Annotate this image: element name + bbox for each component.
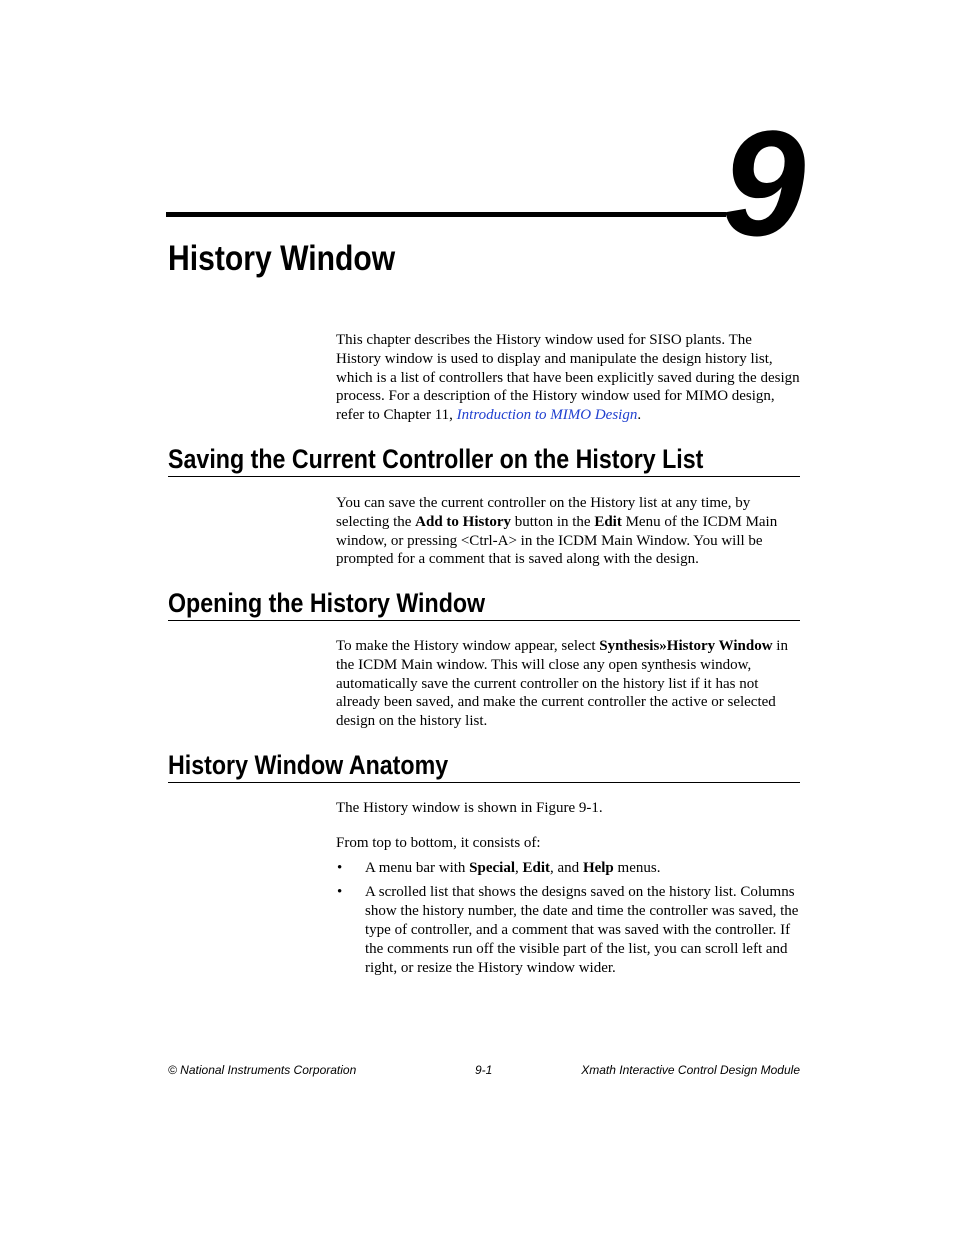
intro-paragraph (336, 331, 800, 425)
add-to-history-term: Add to History (415, 513, 511, 530)
text-run: , and (550, 859, 583, 876)
anatomy-block (336, 799, 800, 983)
footer-copyright: © National Instruments Corporation (168, 1063, 357, 1077)
text-run: You can save the current controller on the History list at any time, by selecting the (336, 495, 751, 530)
chapter-rule (166, 212, 726, 217)
intro-end: . (637, 407, 642, 424)
text-run: menus. (613, 859, 661, 876)
special-menu-term: Special (469, 859, 515, 876)
section-heading-opening (168, 586, 800, 621)
section-heading-text: Opening the History Window (168, 588, 486, 618)
text-run: , (515, 859, 523, 876)
section-heading-text: History Window Anatomy (168, 750, 449, 780)
text-run: A scrolled list that shows the designs saved on the history list. Columns show the history number, the date and time the controller was saved, the type of controller, and a comment that was saved with the controller. If the comments run off the visible part of the list, you can scroll left and right, or resize the History window wider. (365, 884, 799, 976)
intro-text: This chapter describes the History window used for SISO plants. The History window is used to display and manipulate the design history list, which is a list of controllers that have been explicitly saved during the design process. For a description of the History window used for MIMO design, refer to Chapter 11, (336, 332, 800, 424)
footer-manual-title: Xmath Interactive Control Design Module (581, 1063, 800, 1077)
opening-paragraph (336, 637, 800, 731)
anatomy-paragraph-2: From top to bottom, it consists of: (336, 834, 541, 851)
edit-menu-term: Edit (594, 513, 622, 530)
bullet-marker: • (337, 884, 343, 901)
saving-paragraph (336, 494, 800, 569)
text-run: in the ICDM Main window. This will close any open synthesis window, automatically save the current controller on the history list if it has not already been saved, and make the current controller the active or selected design on the history list. (336, 638, 788, 730)
list-item (336, 859, 800, 878)
help-menu-term: Help (582, 859, 614, 876)
chapter-title: History Window (168, 239, 396, 278)
anatomy-paragraph-1: The History window is shown in Figure 9-1. (336, 800, 603, 816)
list-item (336, 883, 800, 977)
section-heading-anatomy (168, 748, 800, 783)
chapter-number: 9 (722, 99, 804, 267)
text-run: button in the (510, 513, 595, 530)
footer-page-number: 9-1 (475, 1063, 493, 1077)
section-heading-saving (168, 442, 800, 477)
synthesis-menu-term: Synthesis»History Window (599, 638, 773, 654)
text-run: Menu of the ICDM Main window, or pressing <Ctrl-A> in the ICDM Main Window. You will be prompted for a comment that is saved along with the design. (336, 513, 778, 568)
text-run: A menu bar with (365, 859, 470, 876)
text-run: To make the History window appear, select (336, 638, 600, 654)
anatomy-bullet-list (336, 859, 800, 978)
section-heading-text: Saving the Current Controller on the History List (168, 444, 704, 474)
mimo-chapter-link[interactable]: Introduction to MIMO Design (456, 407, 638, 424)
edit-menu-term: Edit (522, 859, 551, 876)
page-footer (168, 1061, 800, 1079)
bullet-marker: • (337, 859, 343, 876)
